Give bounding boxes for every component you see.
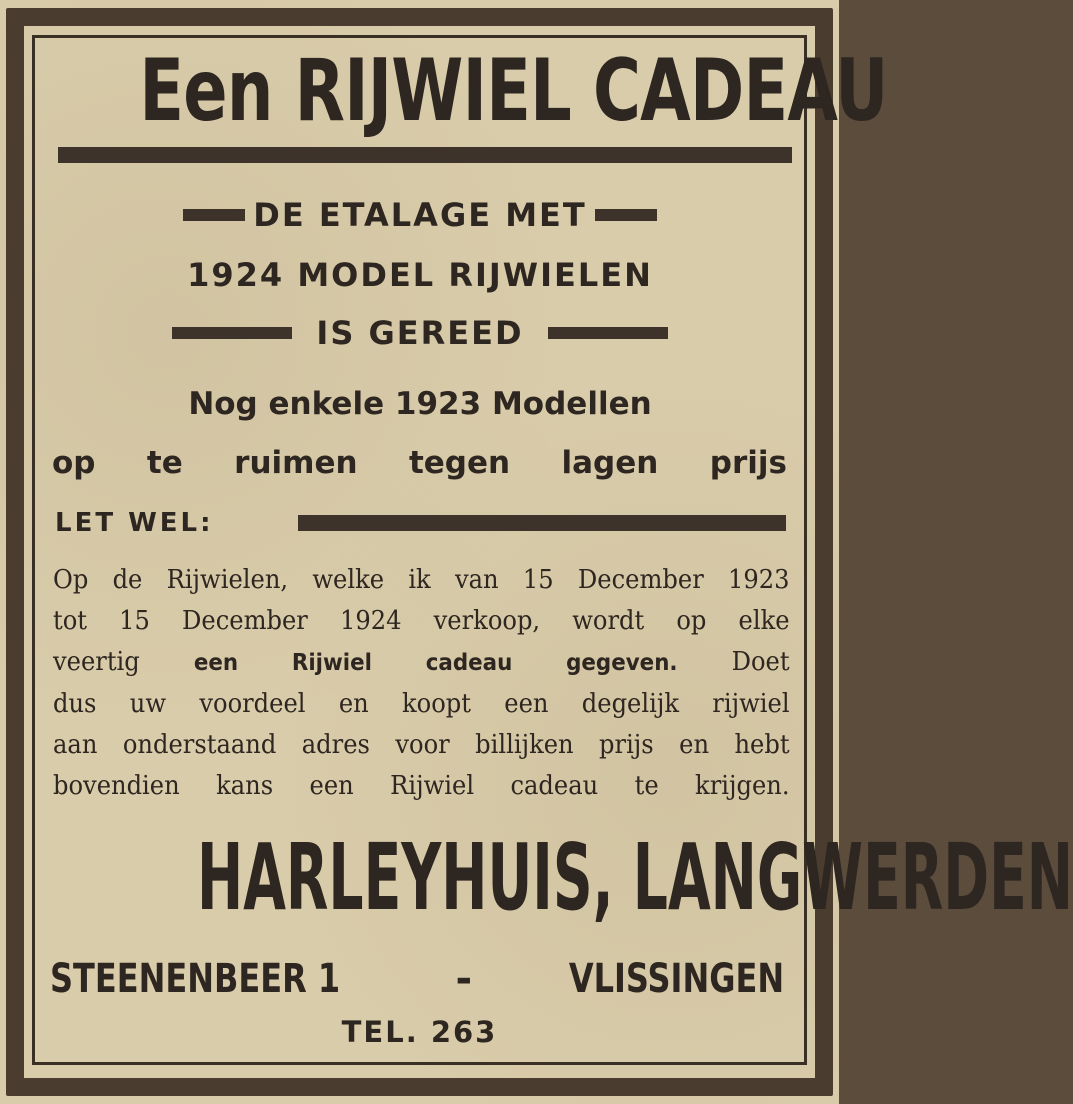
notice-line: dus uw voordeel en koopt een degelijk rijwiel <box>53 689 790 719</box>
announcement-text-3: IS GEREED <box>316 314 524 352</box>
notice-text: veertig <box>53 647 140 677</box>
notice-emphasis: een Rijwiel cadeau gegeven. <box>193 650 678 676</box>
firm-address <box>50 953 784 1005</box>
firm-name: HARLEYHUIS, LANGWERDEN <box>196 824 1073 931</box>
offer-word: op <box>52 445 96 481</box>
decorative-bar <box>595 209 657 221</box>
notice-rule <box>298 515 786 531</box>
decorative-bar <box>172 327 292 339</box>
announcement-text-2: 1924 MODEL RIJWIELEN <box>187 256 653 294</box>
announcement-line-3 <box>50 314 790 352</box>
address-separator: - <box>455 956 473 1002</box>
offer-word: lagen <box>561 445 659 481</box>
decorative-bar <box>548 327 668 339</box>
notice-line: Op de Rijwielen, welke ik van 15 December 1923 <box>53 565 790 595</box>
offer-line-2 <box>52 445 787 481</box>
offer-text-1: Nog enkele 1923 Modellen <box>188 386 652 422</box>
notice-line: aan onderstaand adres voor billijken prijs en hebt <box>53 730 790 760</box>
announcement-line-2 <box>50 256 790 294</box>
phone-number: TEL. 263 <box>341 1015 498 1049</box>
notice-label: LET WEL: <box>55 508 214 538</box>
offer-word: ruimen <box>234 445 358 481</box>
offer-word: te <box>146 445 183 481</box>
announcement-text-1: DE ETALAGE MET <box>253 196 587 234</box>
street-address: STEENENBEER 1 <box>50 956 341 1002</box>
ad-headline: Een RIJWIEL CADEAU <box>139 41 888 141</box>
city: VLISSINGEN <box>568 956 784 1002</box>
decorative-bar <box>183 209 245 221</box>
offer-word: tegen <box>408 445 511 481</box>
offer-line-1 <box>50 386 790 422</box>
announcement-line-1 <box>50 196 790 234</box>
offer-word: prijs <box>709 445 787 481</box>
notice-line: bovendien kans een Rijwiel cadeau te krijgen. <box>53 771 790 801</box>
notice-body <box>53 560 789 807</box>
notice-line-with-emphasis <box>53 642 790 684</box>
notice-text: Doet <box>731 647 790 677</box>
notice-line: tot 15 December 1924 verkoop, wordt op elke <box>53 606 790 636</box>
headline-rule <box>58 147 792 163</box>
